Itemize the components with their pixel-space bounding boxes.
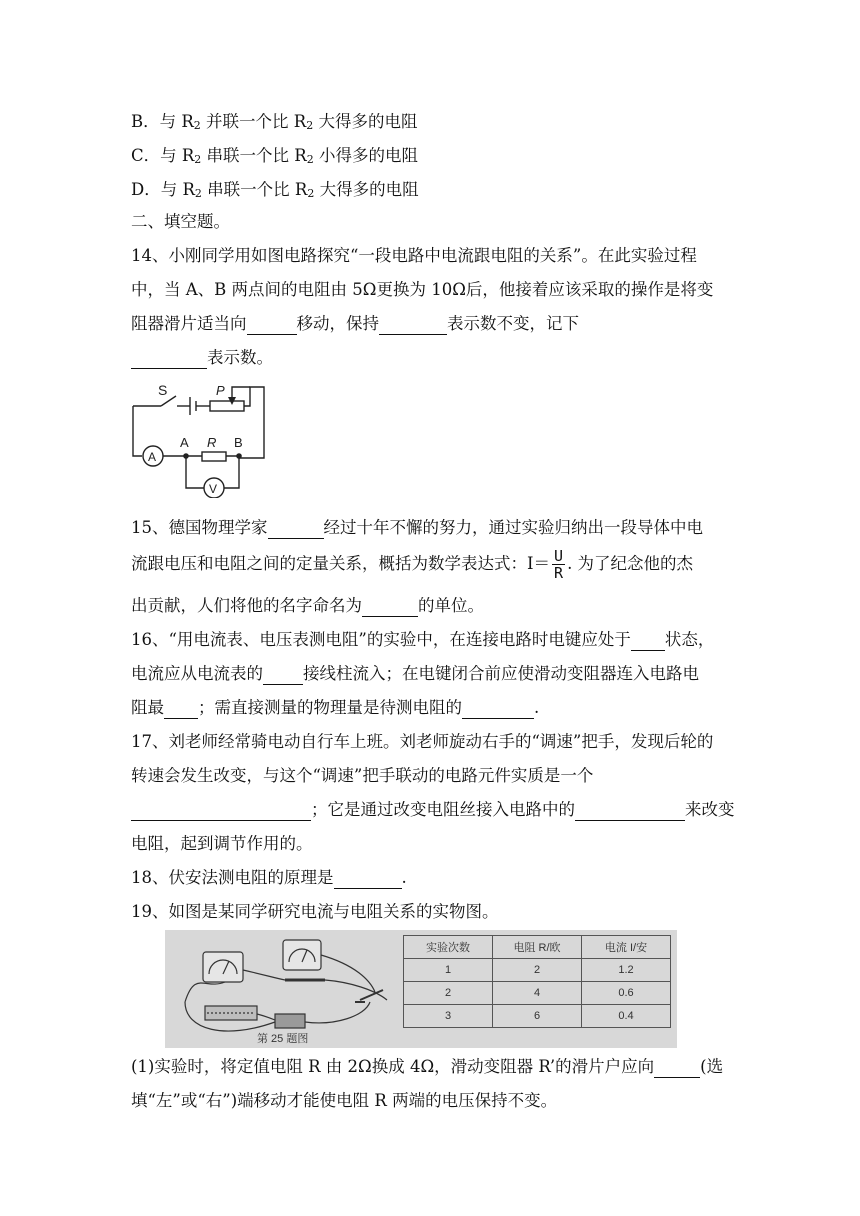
battery-device xyxy=(275,1014,305,1028)
ammeter-label: A xyxy=(148,450,157,464)
q14-blank-meter2[interactable] xyxy=(131,350,207,369)
rheostat xyxy=(210,401,244,411)
q19-intro: 19、如图是某同学研究电流与电阻关系的实物图。 xyxy=(131,902,499,921)
q14-line3: 阻器滑片适当向 移动，保持 表示数不变，记下 xyxy=(131,314,579,333)
q17-line2: 转速会发生改变，与这个“调速”把手联动的电路元件实质是一个 xyxy=(131,766,594,785)
photo-caption: 第 25 题图 xyxy=(257,1033,309,1045)
option-b: B．与 $R_2$ 并联一个比 $R_2$ 大得多的电阻 xyxy=(131,112,418,132)
q16-line1: 16、“用电流表、电压表测电阻”的实验中，在连接电路时电键应处于 状态， xyxy=(131,630,715,649)
q16-blank-quantity[interactable] xyxy=(462,700,534,719)
q15-line2: 流跟电压和电阻之间的定量关系，概括为数学表达式：I＝ $\frac{U}{R}$ . 为了纪念他的杰 xyxy=(131,547,694,582)
circuit-diagram xyxy=(128,383,272,498)
q14-line4: 表示数。 xyxy=(131,347,273,369)
circuit-wire xyxy=(239,387,264,458)
q14-blank-meter1[interactable] xyxy=(379,316,447,335)
q15-line3: 出贡献，人们将他的名字命名为 的单位。 xyxy=(131,596,484,615)
q14-line1: 14、小刚同学用如图电路探究“一段电路中电流跟电阻的关系”。在此实验过程 xyxy=(131,246,697,265)
q15-blank-physicist[interactable] xyxy=(268,520,324,539)
table-row: 3 6 0.4 xyxy=(404,1005,671,1028)
slider-label: P xyxy=(216,383,225,398)
node-b-label: B xyxy=(234,435,243,450)
option-d: D．与 $R_2$ 串联一个比 $R_2$ 大得多的电阻 xyxy=(131,180,419,200)
q16-blank-state[interactable] xyxy=(631,632,665,651)
q15-line1: 15、德国物理学家 经过十年不懈的努力，通过实验归纳出一段导体中电 xyxy=(131,518,703,537)
q17-line4: 电阻，起到调节作用的。 xyxy=(131,834,313,853)
option-c: C．与 $R_2$ 串联一个比 $R_2$ 小得多的电阻 xyxy=(131,146,418,166)
header-resistance: 电阻 R/欧 xyxy=(493,936,582,959)
voltmeter-label: V xyxy=(209,482,218,496)
experiment-photo xyxy=(165,930,677,1048)
switch-device xyxy=(355,990,383,1002)
circuit-wire xyxy=(133,406,142,456)
q16-line2: 电流应从电流表的 接线柱流入；在电键闭合前应使滑动变阻器连入电路电 xyxy=(131,664,699,683)
node-a-label: A xyxy=(180,435,189,450)
resistor-label: R xyxy=(207,435,217,450)
ammeter-device xyxy=(203,952,243,982)
q16-blank-terminal[interactable] xyxy=(263,666,303,685)
q17-line1: 17、刘老师经常骑电动自行车上班。刘老师旋动右手的“调速”把手，发现后轮的 xyxy=(131,732,714,751)
node-b xyxy=(236,453,242,459)
q17-blank-component[interactable] xyxy=(131,802,311,821)
section-title: 二、填空题。 xyxy=(131,212,230,231)
table-row: 2 4 0.6 xyxy=(404,982,671,1005)
switch-label: S xyxy=(158,383,168,398)
resistor-r xyxy=(202,452,226,461)
data-table xyxy=(403,935,671,1028)
q19-part1-line1: (1)实验时，将定值电阻 R 由 2Ω换成 4Ω，滑动变阻器 R’的滑片户应向 (选 xyxy=(131,1057,724,1076)
q18-line: 18、伏安法测电阻的原理是 . xyxy=(131,868,407,887)
q15-blank-unit[interactable] xyxy=(362,598,418,617)
header-current: 电流 I/安 xyxy=(582,936,671,959)
q19-part1-line2: 填“左”或“右”)端移动才能使电阻 R 两端的电压保持不变。 xyxy=(131,1091,558,1110)
q17-line3: ；它是通过改变电阻丝接入电路中的 来改变 xyxy=(131,799,735,821)
node-a xyxy=(183,453,189,459)
q14-blank-direction[interactable] xyxy=(247,316,297,335)
table-header-row xyxy=(404,936,671,959)
header-trial: 实验次数 xyxy=(404,936,493,959)
q16-line3: 阻最 ；需直接测量的物理量是待测电阻的 . xyxy=(131,698,540,717)
table-row: 1 2 1.2 xyxy=(404,959,671,982)
ohm-law-fraction: $\frac{U}{R}$ xyxy=(554,547,564,582)
q19-blank-direction[interactable] xyxy=(654,1059,700,1078)
q14-line2: 中，当 A、B 两点间的电阻由 5Ω更换为 10Ω后，他接着应该采取的操作是将变 xyxy=(131,280,714,299)
q18-blank-principle[interactable] xyxy=(334,870,402,889)
q17-blank-length[interactable] xyxy=(575,802,685,821)
q16-blank-max[interactable] xyxy=(164,700,198,719)
apparatus-drawing xyxy=(165,930,403,1048)
voltmeter-device xyxy=(283,940,321,970)
